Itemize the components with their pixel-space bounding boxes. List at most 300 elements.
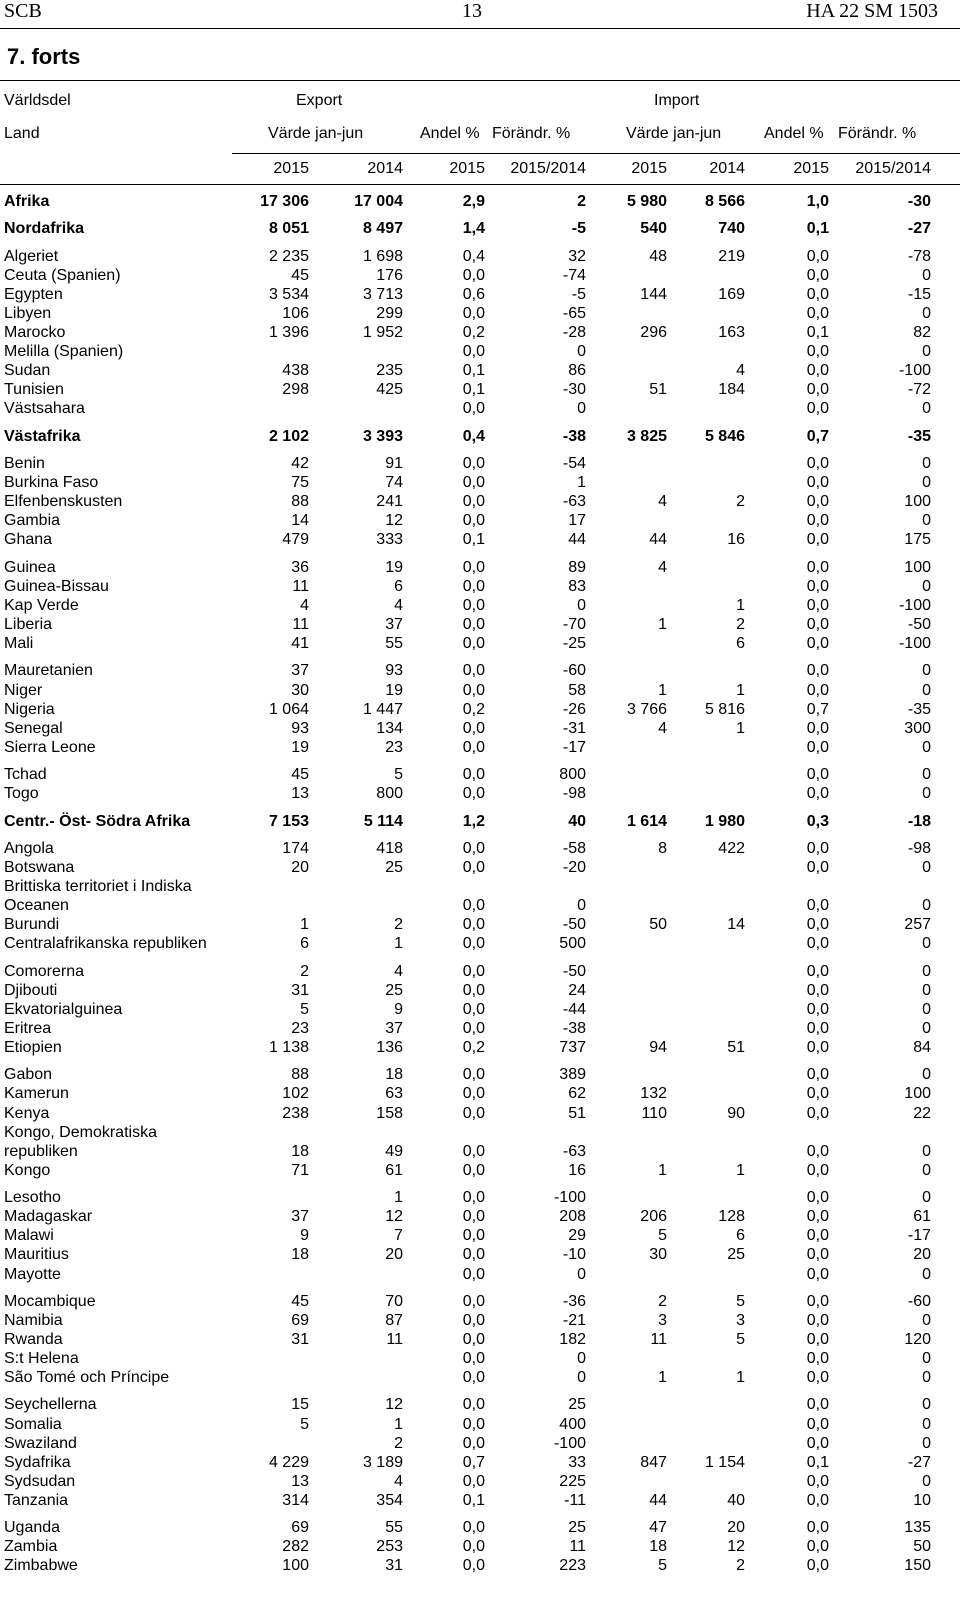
cell-forandr-import: 0 [922,305,931,322]
cell-export-2015: 298 [282,381,309,398]
cell-andel-import: 0,0 [806,1293,829,1310]
country-name: Afrika [4,193,50,210]
cell-import-2015: 4 [658,493,667,510]
cell-forandr-export: 0 [577,597,586,614]
cell-forandr-export: -17 [562,739,586,756]
cell-andel-import: 0,7 [806,701,829,718]
cell-import-2015: 5 [658,1557,667,1574]
cell-export-2015: 102 [282,1085,309,1102]
cell-andel-export: 0,0 [462,343,485,360]
table-row [0,1020,960,1039]
cell-import-2014: 1 [736,682,745,699]
cell-export-2014: 4 [394,963,403,980]
cell-andel-export: 0,0 [462,662,485,679]
table-row [0,193,960,212]
cell-andel-export: 0,0 [462,1538,485,1555]
cell-export-2015: 19 [291,739,309,756]
cell-export-2014: 3 713 [362,286,403,303]
cell-andel-export: 0,0 [462,1162,485,1179]
cell-andel-export: 0,1 [462,362,485,379]
country-name: Namibia [4,1312,63,1329]
cell-forandr-import: 0 [922,662,931,679]
cell-forandr-export: 182 [559,1331,586,1348]
cell-export-2014: 136 [376,1039,403,1056]
table-row [0,1350,960,1369]
cell-andel-export: 2,9 [462,193,485,210]
cell-andel-export: 0,0 [462,720,485,737]
year-head: 2015/2014 [855,160,931,177]
cell-forandr-export: -21 [562,1312,586,1329]
cell-forandr-import: 0 [922,1020,931,1037]
cell-forandr-import: 0 [922,1369,931,1386]
cell-forandr-export: -5 [571,286,586,303]
cell-import-2014: 1 [736,597,745,614]
country-name: Gambia [4,512,61,529]
cell-forandr-export: 51 [568,1105,586,1122]
table-row [0,1001,960,1020]
table-row [0,1293,960,1312]
country-name: Seychellerna [4,1396,97,1413]
table-row [0,963,960,982]
cell-forandr-export: 500 [559,935,586,952]
cell-export-2015: 69 [291,1519,309,1536]
cell-export-2015: 11 [292,616,309,633]
cell-export-2014: 1 [394,1416,403,1433]
cell-andel-import: 0,0 [806,286,829,303]
cell-andel-export: 0,0 [462,1105,485,1122]
cell-andel-export: 0,0 [462,963,485,980]
cell-forandr-import: 0 [922,739,931,756]
cell-forandr-import: 0 [922,935,931,952]
country-name: Oceanen [4,897,69,914]
country-name: Comorerna [4,963,85,980]
cell-forandr-export: -54 [562,455,586,472]
country-name: Lesotho [4,1189,61,1206]
country-name: Eritrea [4,1020,52,1037]
cell-export-2014: 5 [394,766,403,783]
cell-export-2014: 425 [376,381,403,398]
cell-forandr-export: -44 [562,1001,586,1018]
cell-forandr-export: -100 [553,1435,586,1452]
country-name: Senegal [4,720,63,737]
cell-andel-import: 0,0 [806,739,829,756]
cell-import-2015: 50 [649,916,667,933]
cell-andel-export: 0,0 [462,1519,485,1536]
cell-forandr-export: 2 [577,193,586,210]
cell-forandr-import: 0 [922,1312,931,1329]
cell-andel-export: 0,0 [462,1557,485,1574]
cell-forandr-export: 16 [568,1162,586,1179]
cell-export-2014: 55 [385,635,403,652]
cell-forandr-import: -100 [898,362,931,379]
cell-export-2014: 800 [376,785,403,802]
cell-forandr-import: -35 [907,428,931,445]
cell-forandr-import: 0 [922,1416,931,1433]
cell-andel-export: 0,2 [462,324,485,341]
cell-andel-export: 0,0 [462,400,485,417]
cell-forandr-import: 0 [922,682,931,699]
cell-andel-import: 0,0 [806,635,829,652]
table-row [0,324,960,343]
cell-andel-export: 0,0 [462,1435,485,1452]
cell-andel-import: 0,0 [806,616,829,633]
cell-forandr-import: 135 [904,1519,931,1536]
cell-andel-export: 0,0 [462,1143,485,1160]
cell-forandr-export: -100 [553,1189,586,1206]
cell-andel-import: 0,0 [806,1519,829,1536]
cell-andel-export: 0,0 [462,1189,485,1206]
cell-andel-import: 0,0 [806,559,829,576]
cell-forandr-export: 11 [569,1538,586,1555]
cell-andel-export: 1,4 [462,220,485,237]
cell-forandr-import: 175 [904,531,931,548]
cell-export-2014: 23 [385,739,403,756]
cell-andel-import: 1,0 [806,193,829,210]
cell-andel-export: 0,0 [462,1331,485,1348]
cell-import-2015: 4 [658,720,667,737]
cell-forandr-export: -65 [562,305,586,322]
cell-export-2014: 6 [394,578,403,595]
cell-andel-import: 0,0 [806,1143,829,1160]
cell-andel-export: 0,6 [462,286,485,303]
cell-andel-export: 0,0 [462,785,485,802]
cell-andel-import: 0,0 [806,455,829,472]
year-head: 2014 [709,160,745,177]
cell-import-2015: 1 [658,682,667,699]
cell-export-2014: 12 [385,1396,403,1413]
cell-andel-export: 0,1 [462,381,485,398]
cell-andel-import: 0,0 [806,512,829,529]
cell-andel-export: 0,0 [462,1266,485,1283]
cell-andel-import: 0,0 [806,305,829,322]
cell-andel-import: 0,1 [806,1454,829,1471]
cell-andel-import: 0,0 [806,1162,829,1179]
cell-forandr-import: 0 [922,1473,931,1490]
cell-export-2014: 176 [376,267,403,284]
cell-andel-import: 0,0 [806,1105,829,1122]
cell-export-2014: 63 [385,1085,403,1102]
table-row [0,1492,960,1511]
cell-export-2015: 479 [282,531,309,548]
country-name: Tanzania [4,1492,69,1509]
cell-export-2014: 12 [385,512,403,529]
cell-import-2014: 128 [718,1208,745,1225]
cell-forandr-export: 0 [577,1369,586,1386]
cell-export-2014: 87 [385,1312,403,1329]
cell-forandr-import: -27 [907,1454,931,1471]
cell-export-2015: 13 [291,785,309,802]
country-name: Guinea-Bissau [4,578,109,595]
cell-export-2014: 25 [385,982,403,999]
cell-export-2015: 314 [282,1492,309,1509]
cell-forandr-export: -63 [562,1143,586,1160]
country-name: Nigeria [4,701,55,718]
cell-export-2014: 333 [376,531,403,548]
cell-andel-import: 0,0 [806,682,829,699]
cell-forandr-import: 0 [922,982,931,999]
cell-andel-import: 0,0 [806,1350,829,1367]
country-name: Kongo, Demokratiska [4,1124,157,1141]
cell-forandr-export: 737 [559,1039,586,1056]
cell-export-2014: 3 393 [362,428,403,445]
country-name: republiken [4,1143,78,1160]
cell-export-2015: 2 [300,963,309,980]
table-row [0,1454,960,1473]
cell-andel-import: 0,0 [806,1435,829,1452]
table-row [0,531,960,550]
country-name: Mauritius [4,1246,69,1263]
col-head-land: Land [4,125,40,142]
cell-andel-export: 0,0 [462,1246,485,1263]
cell-andel-export: 0,0 [462,559,485,576]
table-top-rule [0,80,960,81]
cell-andel-export: 0,0 [462,766,485,783]
cell-forandr-import: 0 [922,1001,931,1018]
cell-export-2015: 45 [291,267,309,284]
cell-export-2014: 8 497 [362,220,403,237]
cell-forandr-import: -18 [907,813,931,830]
cell-export-2014: 49 [385,1143,403,1160]
cell-import-2015: 110 [641,1105,667,1122]
cell-export-2014: 18 [385,1066,403,1083]
cell-forandr-import: 100 [904,559,931,576]
cell-import-2014: 16 [727,531,745,548]
country-name: S:t Helena [4,1350,79,1367]
cell-import-2014: 5 816 [704,701,745,718]
cell-import-2015: 5 [658,1227,667,1244]
cell-andel-export: 0,0 [462,1396,485,1413]
cell-andel-export: 0,0 [462,1208,485,1225]
col-head-varde-export: Värde jan-jun [268,125,364,142]
cell-andel-export: 0,7 [462,1454,485,1471]
cell-import-2015: 94 [649,1039,667,1056]
cell-forandr-import: 0 [922,1066,931,1083]
cell-import-2015: 48 [649,248,667,265]
country-name: Malawi [4,1227,54,1244]
country-name: Västafrika [4,428,81,445]
cell-andel-import: 0,0 [806,1557,829,1574]
cell-forandr-import: 0 [922,897,931,914]
cell-export-2014: 1 447 [362,701,403,718]
table-row [0,428,960,447]
cell-import-2015: 847 [640,1454,667,1471]
header-rule [0,28,960,29]
cell-andel-import: 0,1 [806,220,829,237]
cell-andel-export: 0,0 [462,305,485,322]
table-row [0,248,960,267]
cell-forandr-export: 29 [568,1227,586,1244]
cell-andel-export: 0,0 [462,1001,485,1018]
cell-andel-import: 0,0 [806,785,829,802]
cell-import-2015: 296 [640,324,667,341]
table-row [0,493,960,512]
cell-import-2015: 18 [649,1538,667,1555]
cell-andel-import: 0,0 [806,362,829,379]
cell-forandr-import: 10 [913,1492,931,1509]
cell-forandr-import: -100 [898,635,931,652]
header-bottom-rule [0,184,960,185]
cell-export-2015: 18 [291,1143,309,1160]
cell-import-2015: 44 [649,1492,667,1509]
cell-forandr-export: -60 [562,662,586,679]
cell-andel-import: 0,0 [806,578,829,595]
cell-forandr-export: -20 [562,859,586,876]
country-name: Zimbabwe [4,1557,78,1574]
cell-import-2015: 2 [658,1293,667,1310]
table-row [0,267,960,286]
cell-forandr-export: -28 [562,324,586,341]
cell-import-2014: 6 [736,635,745,652]
table-row [0,897,960,916]
table-row [0,1227,960,1246]
table-row [0,559,960,578]
cell-andel-export: 0,0 [462,616,485,633]
country-name: Mauretanien [4,662,93,679]
cell-forandr-import: 0 [922,1143,931,1160]
country-name: Centr.- Öst- Södra Afrika [4,813,191,830]
table-row [0,1557,960,1576]
cell-forandr-import: 0 [922,400,931,417]
cell-forandr-import: 0 [922,963,931,980]
cell-andel-export: 0,2 [462,701,485,718]
cell-forandr-export: 62 [568,1085,586,1102]
cell-andel-export: 1,2 [462,813,485,830]
cell-andel-export: 0,0 [462,1369,485,1386]
cell-forandr-export: 25 [568,1396,586,1413]
table-row [0,662,960,681]
table-row [0,1266,960,1285]
cell-import-2014: 169 [718,286,745,303]
cell-andel-import: 0,0 [806,859,829,876]
cell-andel-export: 0,0 [462,1350,485,1367]
cell-export-2015: 37 [291,662,309,679]
cell-export-2014: 19 [385,559,403,576]
cell-forandr-export: 17 [568,512,586,529]
cell-export-2014: 17 004 [354,193,403,210]
cell-import-2014: 1 154 [704,1454,745,1471]
country-name: Ekvatorialguinea [4,1001,123,1018]
table-row [0,220,960,239]
cell-forandr-import: -98 [907,840,931,857]
cell-import-2014: 1 [736,720,745,737]
cell-forandr-export: -74 [562,267,586,284]
cell-forandr-import: 0 [922,267,931,284]
cell-andel-import: 0,0 [806,1369,829,1386]
cell-import-2014: 25 [727,1246,745,1263]
cell-import-2014: 4 [736,362,745,379]
cell-andel-import: 0,0 [806,897,829,914]
table-row [0,1396,960,1415]
cell-forandr-import: 257 [904,916,931,933]
cell-import-2015: 3 825 [626,428,667,445]
country-name: Djibouti [4,982,58,999]
cell-import-2015: 11 [650,1331,667,1348]
cell-andel-export: 0,0 [462,578,485,595]
cell-forandr-export: -30 [562,381,586,398]
cell-andel-import: 0,0 [806,1039,829,1056]
table-row [0,1124,960,1143]
cell-import-2014: 2 [736,493,745,510]
country-name: Togo [4,785,39,802]
cell-andel-import: 0,0 [806,1473,829,1490]
table-row [0,701,960,720]
cell-export-2015: 20 [291,859,309,876]
cell-andel-import: 0,0 [806,916,829,933]
cell-import-2015: 30 [649,1246,667,1263]
table-row [0,286,960,305]
country-name: Mali [4,635,34,652]
cell-import-2014: 8 566 [704,193,745,210]
country-name: Rwanda [4,1331,63,1348]
cell-andel-import: 0,0 [806,1246,829,1263]
cell-andel-import: 0,0 [806,1266,829,1283]
section-title: 7. forts [7,44,81,69]
cell-forandr-import: 20 [913,1246,931,1263]
cell-export-2014: 12 [385,1208,403,1225]
cell-andel-export: 0,0 [462,916,485,933]
header-left: SCB [4,0,42,22]
table-row [0,878,960,897]
table-row [0,1538,960,1557]
cell-export-2015: 9 [300,1227,309,1244]
cell-export-2014: 74 [385,474,403,491]
country-name: Marocko [4,324,66,341]
cell-forandr-import: 0 [922,766,931,783]
col-head-forandr-import: Förändr. % [838,125,917,142]
col-head-andel-export: Andel % [420,125,480,142]
cell-import-2014: 5 [736,1293,745,1310]
cell-forandr-import: 82 [913,324,931,341]
cell-andel-import: 0,0 [806,381,829,398]
cell-andel-import: 0,0 [806,840,829,857]
cell-export-2014: 134 [376,720,403,737]
cell-andel-import: 0,0 [806,720,829,737]
cell-forandr-export: -5 [571,220,586,237]
page-number: 13 [462,0,482,22]
cell-import-2015: 540 [640,220,667,237]
cell-export-2014: 37 [385,616,403,633]
country-name: Libyen [4,305,52,322]
cell-andel-import: 0,0 [806,982,829,999]
cell-export-2015: 42 [291,455,309,472]
country-name: Kenya [4,1105,50,1122]
cell-andel-import: 0,0 [806,1538,829,1555]
cell-export-2015: 438 [282,362,309,379]
cell-andel-export: 0,1 [462,1492,485,1509]
cell-forandr-export: 32 [568,248,586,265]
country-name: Melilla (Spanien) [4,343,124,360]
cell-forandr-import: 300 [904,720,931,737]
cell-export-2015: 174 [282,840,309,857]
cell-import-2015: 51 [649,381,667,398]
cell-import-2014: 2 [736,1557,745,1574]
cell-import-2014: 5 846 [704,428,745,445]
country-name: Sierra Leone [4,739,96,756]
table-row [0,1435,960,1454]
country-name: Madagaskar [4,1208,93,1225]
cell-forandr-import: -30 [907,193,931,210]
year-head: 2015/2014 [510,160,586,177]
cell-export-2014: 1 952 [362,324,403,341]
cell-export-2015: 7 153 [268,813,309,830]
cell-andel-export: 0,0 [462,897,485,914]
cell-andel-export: 0,0 [462,682,485,699]
cell-export-2014: 253 [376,1538,403,1555]
cell-export-2015: 17 306 [260,193,309,210]
country-name: Tchad [4,766,47,783]
cell-andel-import: 0,0 [806,531,829,548]
cell-forandr-import: 150 [904,1557,931,1574]
